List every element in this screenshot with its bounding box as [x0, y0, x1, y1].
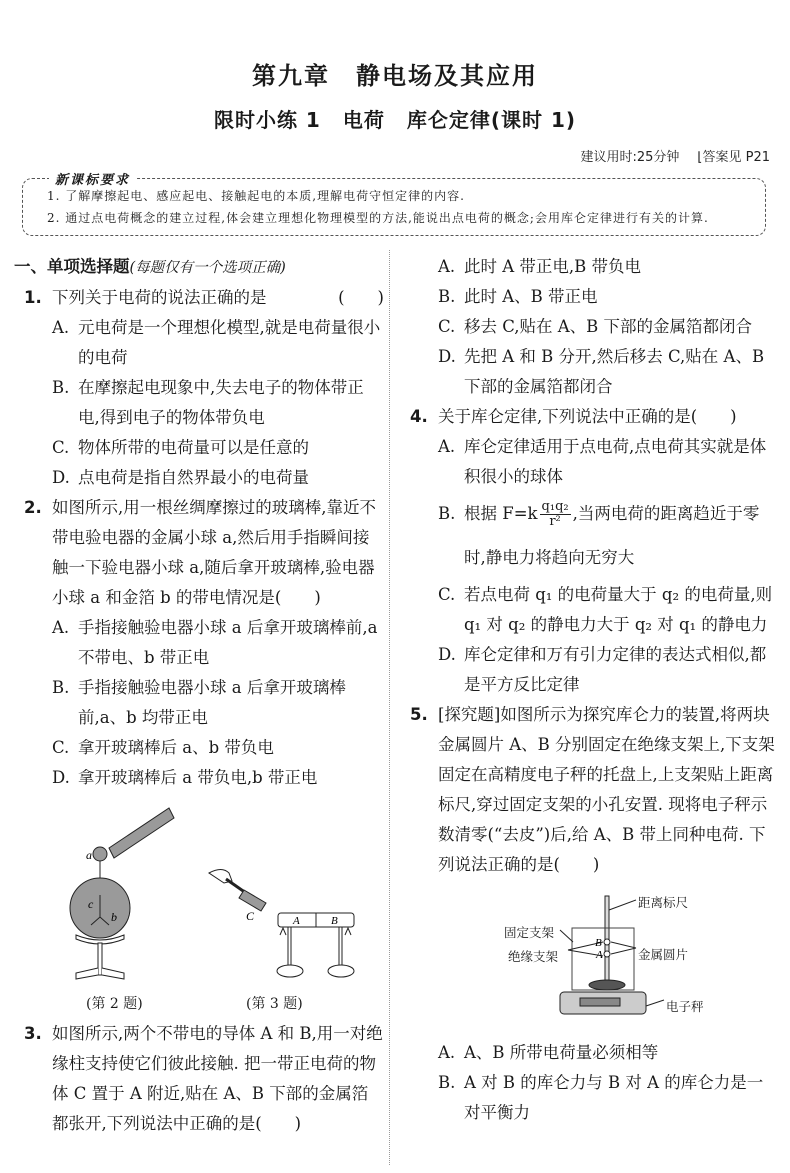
- figure-3-caption: (第 3 题): [246, 996, 303, 1012]
- option-letter: A.: [52, 618, 70, 637]
- label-B: B: [331, 915, 338, 927]
- answer-blank[interactable]: ( ): [338, 288, 384, 307]
- option-text: 点电荷是指自然界最小的电荷量: [78, 468, 309, 487]
- option-letter: D.: [52, 768, 70, 787]
- glass-rod: [109, 808, 174, 858]
- scale-display: [580, 998, 620, 1006]
- option-c[interactable]: [400, 312, 775, 342]
- label-A: A: [293, 915, 300, 927]
- option-text: 手指接触验电器小球 a 后拿开玻璃棒前,a、b 均带正电: [78, 678, 346, 727]
- option-text: 元电荷是一个理想化模型,就是电荷量很小的电荷: [78, 318, 381, 367]
- option-b[interactable]: [14, 373, 384, 433]
- option-text: 先把 A 和 B 分开,然后移去 C,贴在 A、B 下部的金属箔都闭合: [464, 347, 765, 396]
- option-letter: C.: [52, 438, 70, 457]
- fraction-denominator: r²: [549, 514, 561, 529]
- option-text: 物体所带的电荷量可以是任意的: [78, 438, 309, 457]
- option-b[interactable]: [400, 1068, 775, 1128]
- label-metal-disc: 金属圆片: [638, 947, 689, 962]
- option-text: 手指接触验电器小球 a 后拿开玻璃棒前,a 不带电、b 带正电: [78, 618, 378, 667]
- option-text: 拿开玻璃棒后 a 带负电,b 带正电: [78, 768, 318, 787]
- option-c[interactable]: [14, 733, 384, 763]
- figure-row: [14, 793, 384, 1015]
- option-d[interactable]: [400, 640, 775, 700]
- fraction: [540, 500, 571, 529]
- lesson-meta: [580, 146, 770, 165]
- option-b[interactable]: [400, 492, 775, 580]
- answer-blank[interactable]: ( ): [274, 588, 321, 607]
- option-text-before: 根据 F=k: [464, 504, 538, 523]
- option-text: 库仑定律和万有引力定律的表达式相似,都是平方反比定律: [464, 645, 767, 694]
- option-letter: C.: [52, 738, 70, 757]
- answer-reference: ⌊答案见 P21: [697, 150, 770, 165]
- option-c[interactable]: [14, 433, 384, 463]
- question-number: 5.: [410, 705, 428, 724]
- option-letter: B.: [438, 504, 456, 523]
- question-3: [14, 1019, 384, 1139]
- lesson-prefix: 限时小练 1: [213, 108, 321, 132]
- option-a[interactable]: [14, 613, 384, 673]
- question-number: 4.: [410, 407, 428, 426]
- curriculum-requirements-box: [22, 173, 766, 236]
- requirement-item: 2. 通过点电荷概念的建立过程,体会建立理想化物理模型的方法,能说出点电荷的概念;会用库仑定律进行有关的计算.: [47, 211, 709, 225]
- fraction-numerator: q₁q₂: [541, 499, 569, 514]
- section-note: (每题仅有一个选项正确): [129, 260, 286, 276]
- label-a: a: [86, 848, 92, 862]
- option-letter: D.: [438, 347, 456, 366]
- option-letter: C.: [438, 317, 456, 336]
- left-column: [14, 252, 384, 1139]
- section-heading: [14, 252, 384, 283]
- option-letter: B.: [438, 1073, 456, 1092]
- option-letter: B.: [438, 287, 456, 306]
- option-letter: D.: [52, 468, 70, 487]
- metal-disc-a: [604, 951, 610, 957]
- metal-ball-a: [93, 847, 107, 861]
- right-column: [400, 252, 775, 1128]
- label-fixed-bracket: 固定支架: [504, 925, 555, 940]
- question-stem: [探究题]如图所示为探究库仑力的装置,将两块金属圆片 A、B 分别固定在绝缘支架上,下支架固定在高精度电子秤的托盘上,上支架贴上距离标尺,穿过固定支架的小孔安置. 现将电子秤示数清零(“去皮”)后,给 A、B 带上同种电荷. 下列说法正确的是: [438, 705, 775, 874]
- lesson-topic-2: 库仑定律(课时 1): [406, 108, 577, 132]
- option-letter: B.: [52, 678, 70, 697]
- option-letter: A.: [438, 437, 456, 456]
- label-scale: 电子秤: [666, 999, 704, 1014]
- question-number: 2.: [24, 498, 42, 517]
- requirements-label: 新课标要求: [49, 169, 136, 188]
- option-letter: C.: [438, 585, 456, 604]
- requirement-item: 1. 了解摩擦起电、感应起电、接触起电的本质,理解电荷守恒定律的内容.: [47, 189, 465, 203]
- label-A: A: [596, 949, 603, 961]
- question-stem: 如图所示,两个不带电的导体 A 和 B,用一对绝缘柱支持使它们彼此接触. 把一带正电荷的物体 C 置于 A 附近,贴在 A、B 下部的金属箔都张开,下列说法中正确的是: [52, 1024, 383, 1133]
- option-a[interactable]: [400, 1038, 775, 1068]
- option-text: 在摩擦起电现象中,失去电子的物体带正电,得到电子的物体带负电: [78, 378, 364, 427]
- option-b[interactable]: [14, 673, 384, 733]
- label-C: C: [246, 909, 255, 923]
- section-title: 一、单项选择题: [14, 257, 130, 276]
- option-b[interactable]: [400, 282, 775, 312]
- question-5: [400, 700, 775, 880]
- chapter-title: [0, 56, 790, 91]
- option-text: 此时 A、B 带正电: [464, 287, 598, 306]
- option-letter: A.: [438, 1043, 456, 1062]
- answer-blank[interactable]: ( ): [690, 407, 737, 426]
- lesson-topic-1: 电荷: [342, 108, 385, 132]
- coulomb-apparatus-figure: [400, 880, 775, 1038]
- option-text: 库仑定律适用于点电荷,点电荷其实就是体积很小的球体: [464, 437, 767, 486]
- option-c[interactable]: [400, 580, 775, 640]
- option-d[interactable]: [400, 342, 775, 402]
- option-letter: A.: [52, 318, 70, 337]
- option-text: 移去 C,贴在 A、B 下部的金属箔都闭合: [464, 317, 753, 336]
- conductor-figure: [209, 870, 354, 978]
- option-a[interactable]: [400, 432, 775, 492]
- option-text: A、B 所带电荷量必须相等: [464, 1043, 659, 1062]
- question-stem: 关于库仑定律,下列说法中正确的是: [438, 407, 691, 426]
- question-stem: 下列关于电荷的说法正确的是: [52, 288, 267, 307]
- option-d[interactable]: [14, 763, 384, 793]
- column-divider: [389, 250, 390, 1165]
- option-letter: B.: [52, 378, 70, 397]
- label-c: c: [88, 897, 94, 911]
- charged-object-c: [239, 890, 266, 911]
- label-ruler: 距离标尺: [638, 895, 689, 910]
- option-a[interactable]: [400, 252, 775, 282]
- option-text: A 对 B 的库仑力与 B 对 A 的库仑力是一对平衡力: [464, 1073, 764, 1122]
- option-text-after: ,当两电荷的距离趋近于零时,静电力将趋向无穷大: [464, 504, 760, 567]
- option-text: 拿开玻璃棒后 a、b 带负电: [78, 738, 274, 757]
- suggested-time: 建议用时:25分钟: [580, 150, 680, 165]
- label-B: B: [595, 937, 602, 949]
- label-insulated-bracket: 绝缘支架: [508, 949, 559, 964]
- option-a[interactable]: [14, 313, 384, 373]
- label-b: b: [111, 910, 117, 924]
- chapter-number: 第九章: [252, 61, 330, 90]
- answer-blank[interactable]: ( ): [255, 1114, 302, 1133]
- answer-blank[interactable]: ( ): [553, 855, 600, 874]
- scale-tray: [589, 980, 625, 990]
- option-text: 此时 A 带正电,B 带负电: [464, 257, 642, 276]
- figure-2-caption: (第 2 题): [86, 996, 143, 1012]
- question-number: 1.: [24, 288, 42, 307]
- question-number: 3.: [24, 1024, 42, 1043]
- electroscope-figure: [14, 793, 384, 993]
- question-1: [14, 283, 384, 313]
- option-d[interactable]: [14, 463, 384, 493]
- question-2: [14, 493, 384, 613]
- option-text: 若点电荷 q₁ 的电荷量大于 q₂ 的电荷量,则 q₁ 对 q₂ 的静电力大于 q₂ 对 q₁ 的静电力: [464, 585, 773, 634]
- metal-disc-b: [604, 939, 610, 945]
- question-4: [400, 402, 775, 432]
- chapter-name: 静电场及其应用: [356, 61, 538, 90]
- option-letter: A.: [438, 257, 456, 276]
- lesson-title: [0, 104, 790, 133]
- question-stem: 如图所示,用一根丝绸摩擦过的玻璃棒,靠近不带电验电器的金属小球 a,然后用手指瞬间接触一下验电器小球 a,随后拿开玻璃棒,验电器小球 a 和金箔 b 的带电情况是: [52, 498, 376, 607]
- option-letter: D.: [438, 645, 456, 664]
